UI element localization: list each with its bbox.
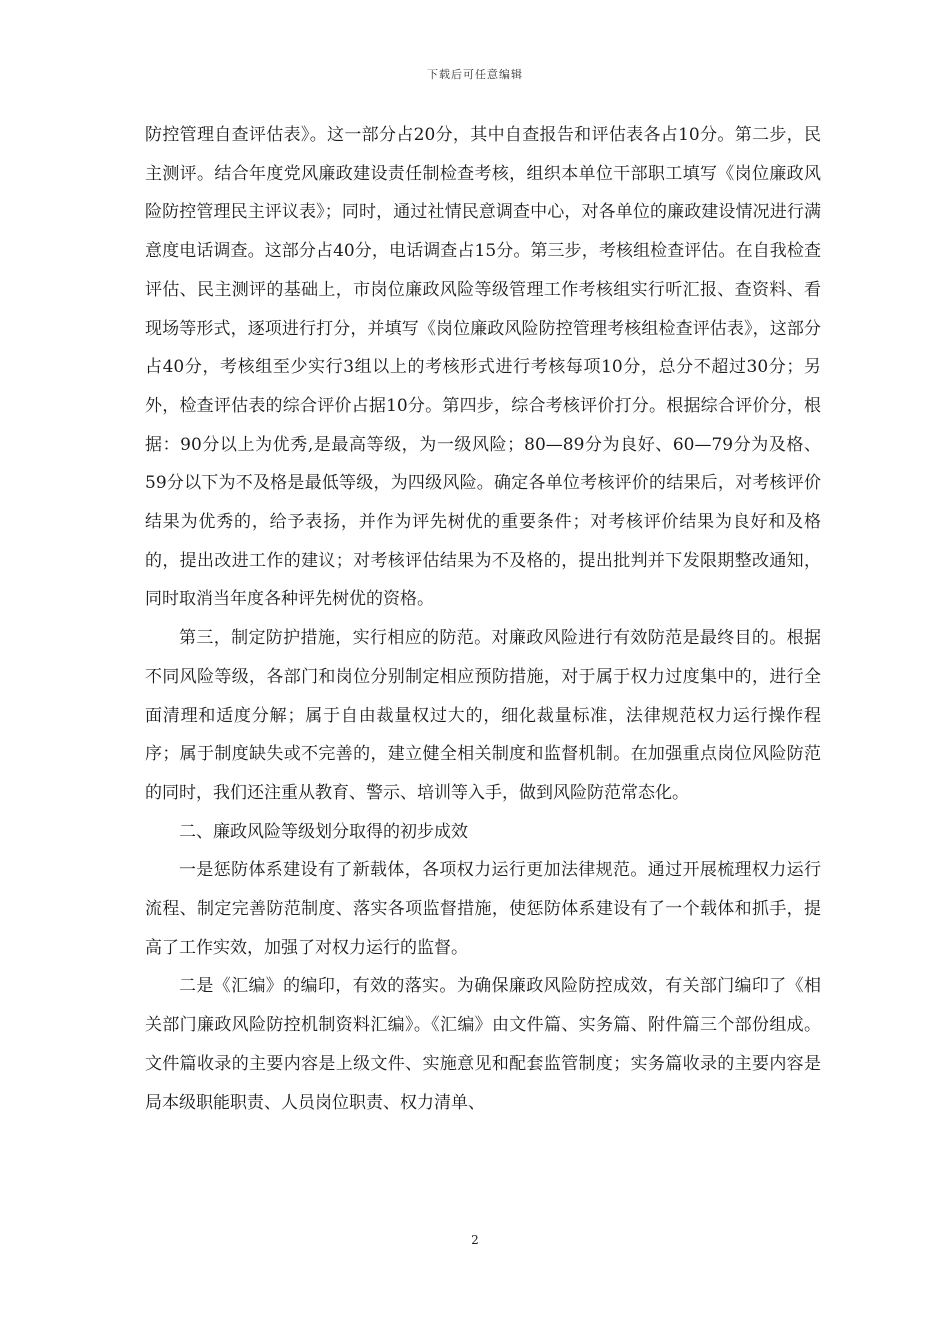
document-body (145, 116, 821, 1122)
paragraph-prevention-measures: 第三，制定防护措施，实行相应的防范。对廉政风险进行有效防范是最终目的。根据不同风险等级，各部门和岗位分别制定相应预防措施，对于属于权力过度集中的，进行全面清理和适度分解；属于自由裁量权过大的，细化裁量标准，法律规范权力运行操作程序；属于制度缺失或不完善的，建立健全相关制度和监督机制。在加强重点岗位风险防范的同时，我们还注重从教育、警示、培训等入手，做到风险防范常态化。 (145, 628, 821, 803)
page-number: 2 (471, 1233, 479, 1247)
paragraph-effect-two: 二是《汇编》的编印，有效的落实。为确保廉政风险防控成效，有关部门编印了《相关部门廉政风险防控机制资料汇编》。《汇编》由文件篇、实务篇、附件篇三个部份组成。文件篇收录的主要内容是上级文件、实施意见和配套监管制度；实务篇收录的主要内容是局本级职能职责、人员岗位职责、权力清单、 (145, 976, 821, 1113)
section-heading: 二、廉政风险等级划分取得的初步成效 (179, 821, 468, 842)
paragraph-effect-one: 一是惩防体系建设有了新载体，各项权力运行更加法律规范。通过开展梳理权力运行流程、制定完善防范制度、落实各项监督措施，使惩防体系建设有了一个载体和抓手，提高了工作实效，加强了对权力运行的监督。 (145, 860, 821, 958)
header-note: 下载后可任意编辑 (427, 68, 523, 81)
paragraph-assessment-steps: 防控管理自查评估表》。这一部分占20分，其中自查报告和评估表各占10分。第二步，民主测评。结合年度党风廉政建设责任制检查考核，组织本单位干部职工填写《岗位廉政风险防控管理民主评议表》；同时，通过社情民意调查中心，对各单位的廉政建设情况进行满意度电话调查。这部分占40分，电话调查占15分。第三步，考核组检查评估。在自我检查评估、民主测评的基础上，市岗位廉政风险等级管理工作考核组实行听汇报、查资料、看现场等形式，逐项进行打分，并填写《岗位廉政风险防控管理考核组检查评估表》，这部分占40分，考核组至少实行3组以上的考核形式进行考核每项10分，总分不超过30分；另外，检查评估表的综合评价占据10分。第四步，综合考核评价打分。根据综合评价分，根据：90分以上为优秀,是最高等级，为一级风险；80—89分为良好、60—79分为及格、59分以下为不及格是最低等级，为四级风险。确定各单位考核评价的结果后，对考核评价结果为优秀的，给予表扬，并作为评先树优的重要条件；对考核评价结果为良好和及格的，提出改进工作的建议；对考核评估结果为不及格的，提出批判并下发限期整改通知，同时取消当年度各种评先树优的资格。 (145, 125, 821, 610)
